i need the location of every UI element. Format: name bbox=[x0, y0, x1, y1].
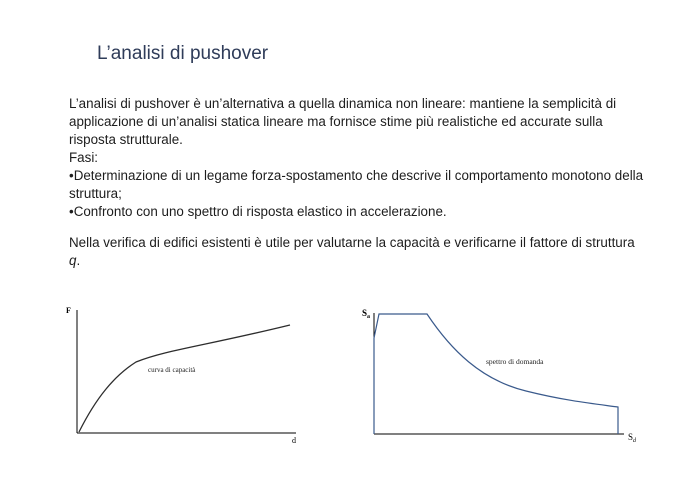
capacity-curve bbox=[79, 325, 290, 432]
x-axis-label: d bbox=[292, 436, 296, 445]
x-axis-label: $S_d$ bbox=[628, 432, 637, 444]
intro-paragraph: L’analisi di pushover è un’alternativa a quella dinamica non lineare: mantiene la semplicità di applicazione di un’analisi statica lineare ma fornisce stime più realistiche ed accurate sulla risposta strutturale. bbox=[69, 96, 617, 147]
slide-body bbox=[69, 95, 644, 270]
y-axis-label: $S_a$ bbox=[362, 308, 371, 320]
y-axis-label: F bbox=[66, 306, 71, 315]
demand-spectrum-curve bbox=[374, 314, 618, 434]
slide-title: L’analisi di pushover bbox=[97, 43, 269, 64]
fasi-label: Fasi: bbox=[69, 150, 99, 165]
note-paragraph bbox=[69, 234, 644, 270]
note-end: . bbox=[76, 253, 81, 268]
demand-spectrum-chart bbox=[356, 300, 648, 450]
capacity-curve-chart bbox=[64, 300, 310, 450]
bullet-item: •Confronto con uno spettro di risposta elastico in accelerazione. bbox=[69, 204, 447, 219]
note-q: q bbox=[69, 253, 77, 268]
curve-annotation: curva di capacità bbox=[148, 366, 196, 374]
spectrum-annotation: spettro di domanda bbox=[486, 357, 544, 366]
note-text: Nella verifica di edifici esistenti è utile per valutarne la capacità e verificarne il fattore di struttura bbox=[69, 235, 635, 250]
bullet-item: •Determinazione di un legame forza-spostamento che descrive il comportamento monotono della struttura; bbox=[69, 168, 644, 201]
